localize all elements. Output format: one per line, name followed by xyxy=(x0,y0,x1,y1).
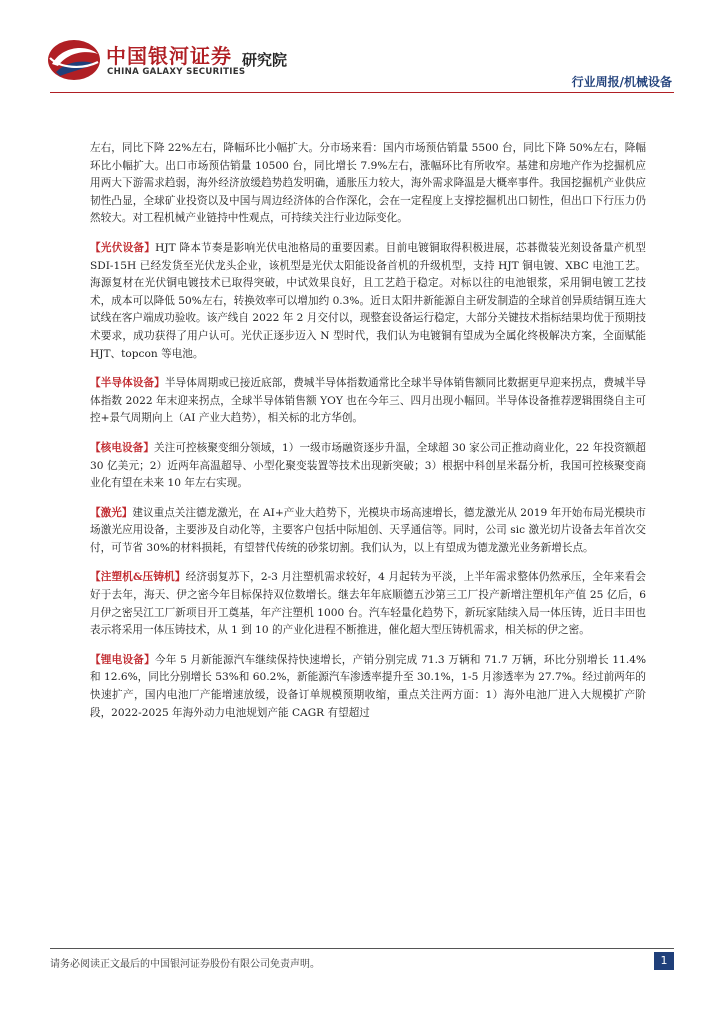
paragraph-text: 建议重点关注德龙激光，在 AI+产业大趋势下，光模块市场高速增长，德龙激光从 2019 年开始布局光模块市场激光应用设备，主要涉及自动化等，主要客户包括中际旭创、天孚通信等。同时，公司 sic 激光切片设备去年首次交付，可节省 30%的材料损耗，有望替代传统的砂浆切割。我们认为，以上有望成为德龙激光业务新增长点。 xyxy=(90,506,646,554)
paragraph-lithium xyxy=(90,652,646,722)
report-body xyxy=(90,140,646,734)
section-tag: 【锂电设备】 xyxy=(90,653,155,666)
paragraph-text: 今年 5 月新能源汽车继续保持快速增长，产销分别完成 71.3 万辆和 71.7 万辆，环比分别增长 11.4%和 12.6%，同比分别增长 53%和 60.2%，新能源汽车渗透率提升至 30.1%，1-5 月渗透率为 27.7%。经过前两年的快速扩产，国内电池厂产能增速放缓，设备订单规模预期收缩，重点关注两方面：1）海外电池厂进入大规模扩产阶段，2022-2025 年海外动力电池规划产能 CAGR 有望超过 xyxy=(90,653,647,719)
footer-divider xyxy=(50,948,674,949)
paragraph-text: HJT 降本节奏是影响光伏电池格局的重要因素。目前电镀铜取得积极进展，芯碁微装光刻设备量产机型 SDI-15H 已经发货至光伏龙头企业，该机型是光伏太阳能设备首机的升级机型，支持 HJT 铜电镀、XBC 电池工艺。海源复材在光伏铜电镀技术已取得突破，中试效果良好，且工艺趋于稳定。对标以往的电池银浆，采用铜电镀工艺技术，成本可以降低 50%左右，转换效率可以增加约 0.3%。近日太阳井新能源自主研发制造的全球首创异质结铜互连大试线在客户端成功验收。该产线自 2022 年 2 月交付以，现整套设备运行稳定，大部分关键技术指标结果均优于预期技术要求，成功获得了用户认可。光伏正逐步迈入 N 型时代，我们认为电镀铜有望成为全属化终极解决方案，全面赋能 HJT、topcon 等电池。 xyxy=(90,241,646,360)
paragraph-text: 关注可控核聚变细分领域，1）一级市场融资逐步升温，全球超 30 家公司正推动商业化，22 年投资额超 30 亿美元；2）近两年高温超导、小型化聚变装置等技术出现新突破；3）根据中科创星米磊分析，我国可控核聚变商业化有望在未来 10 年左右实现。 xyxy=(90,441,646,490)
section-tag: 【半导体设备】 xyxy=(90,377,165,390)
header-divider xyxy=(50,92,674,93)
paragraph-text: 半导体周期或已接近底部，费城半导体指数通常比全球半导体销售额同比数据更早迎来拐点，费城半导体指数 2022 年末迎来拐点，全球半导体销售额 YOY 也在今年三、四月出现小幅回。半导体设备推荐逻辑围绕自主可控+景气周期向上（AI 产业大趋势），相关标的北方华创。 xyxy=(90,377,646,425)
paragraph-nuclear xyxy=(90,440,646,493)
paragraph-photovoltaic xyxy=(90,240,646,363)
research-institute-label: 研究院 xyxy=(242,51,288,69)
paragraph-laser xyxy=(90,505,646,558)
page-header xyxy=(0,0,724,96)
section-tag: 【激光】 xyxy=(90,506,133,519)
section-tag: 【注塑机&压铸机】 xyxy=(90,571,186,584)
brand-name-en: CHINA GALAXY SECURITIES xyxy=(107,67,246,77)
page-number: 1 xyxy=(654,952,674,970)
paragraph-injection-molding xyxy=(90,569,646,639)
brand-name-cn: 中国银河证券 xyxy=(106,44,232,68)
paragraph-semiconductor xyxy=(90,375,646,428)
paragraph-text: 左右，同比下降 22%左右，降幅环比小幅扩大。分市场来看：国内市场预估销量 5500 台，同比下降 50%左右，降幅环比小幅扩大。出口市场预估销量 10500 台，同比增长 7.9%左右，涨幅环比有所收窄。基建和房地产作为挖掘机应用两大下游需求趋弱，海外经济放缓趋势趋发明确，通胀压力较大，海外需求降温是大概率事件。我国挖掘机产业供应韧性凸显，全球矿业投资以及中国与周边经济体的合作深化，会在一定程度上支撑挖掘机出口韧性，但出口下行压力仍然较大。对工程机械产业链持中性观点，可持续关注行业边际变化。 xyxy=(90,142,646,225)
section-tag: 【核电设备】 xyxy=(90,441,154,454)
section-tag: 【光伏设备】 xyxy=(90,241,156,254)
report-type-label: 行业周报/机械设备 xyxy=(571,75,672,89)
disclaimer-note: 请务必阅读正文最后的中国银河证券股份有限公司免责声明。 xyxy=(50,959,320,970)
paragraph-excavator xyxy=(90,140,646,228)
paragraph-text: 经济弱复苏下，2-3 月注塑机需求较好，4 月起转为平淡，上半年需求整体仍然承压，全年来看会好于去年，海天、伊之密今年目标保持双位数增长。继去年年底顺德五沙第三工厂投产新增注塑机年产值 25 亿后，6 月伊之密吴江工厂新项目开工奠基，年产注塑机 1000 台。汽车轻量化趋势下，新玩家陆续入局一体压铸，近日丰田也表示将采用一体压铸技术，从 1 到 10 的产业化进程不断推进，催化超大型压铸机需求，相关标的伊之密。 xyxy=(90,571,646,637)
galaxy-logo-icon xyxy=(46,38,102,82)
